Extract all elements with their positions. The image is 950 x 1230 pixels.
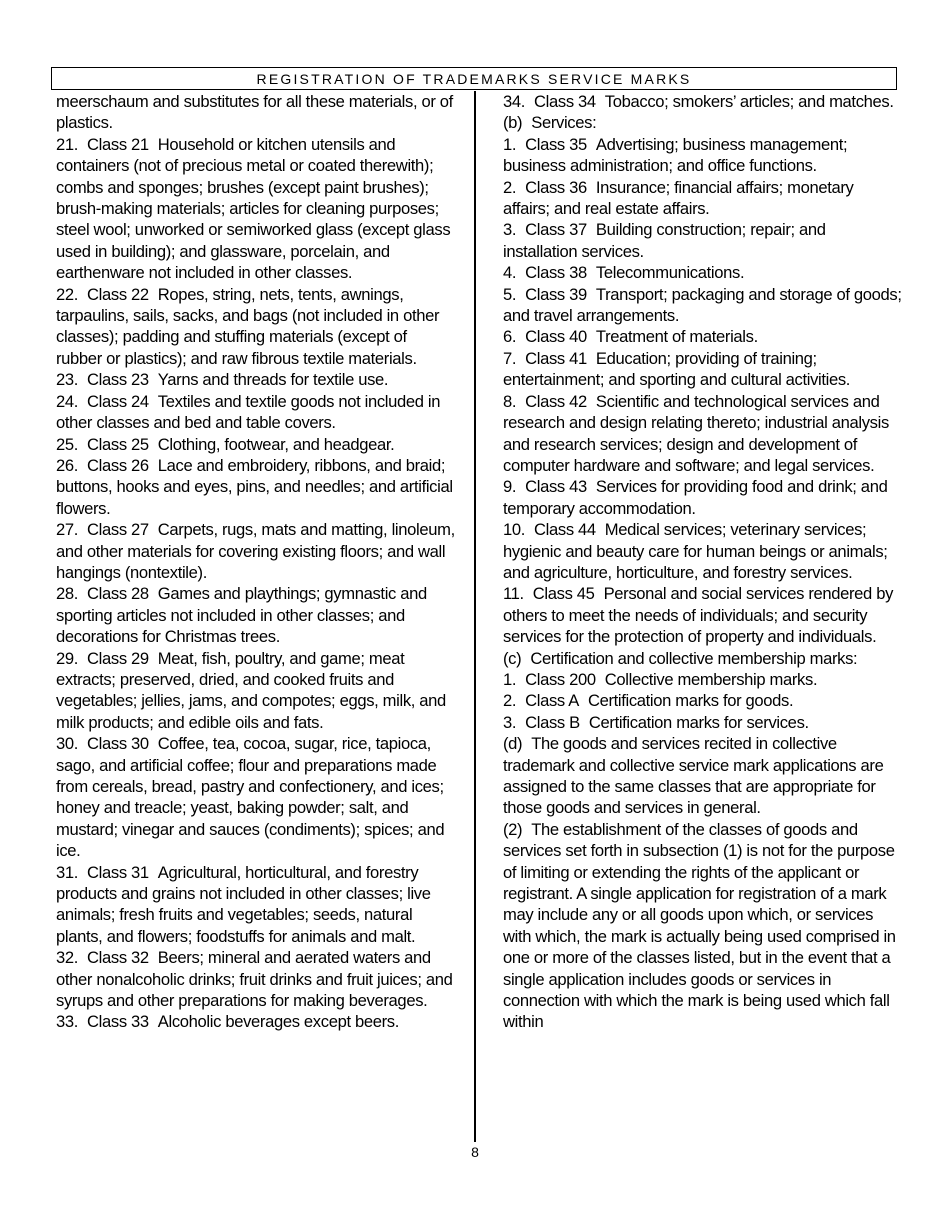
item-text: Textiles and textile goods not included in other classes and bed and table covers. [56,391,441,433]
class-label: Class 44 [534,520,596,540]
column-divider [474,91,476,1142]
item-number: (d) [503,734,523,754]
item-number: 34. [503,92,526,111]
item-text: Advertising; business management; business administration; and office functions. [503,134,848,176]
class-label: Class 33 [87,1012,149,1032]
list-item [503,712,903,733]
list-item [56,648,456,734]
item-number: 6. [503,327,517,347]
item-number: 7. [503,348,517,368]
list-item [56,733,456,861]
item-number: 25. [56,434,79,454]
class-label: Class 35 [525,134,587,154]
item-text: Insurance; financial affairs; monetary affairs; and real estate affairs. [503,177,854,219]
list-item [56,455,456,519]
item-number: (2) [503,819,523,839]
left-column [56,91,456,1033]
item-text: Games and playthings; gymnastic and sporting articles not included in other classes; and decorations for Christmas trees. [56,584,427,647]
item-number: 21. [56,134,79,154]
item-text: Clothing, footwear, and headgear. [157,434,395,454]
item-number: 1. [503,134,517,154]
list-item [56,583,456,647]
list-item [503,91,903,112]
item-text: Meat, fish, poultry, and game; meat extracts; preserved, dried, and cooked fruits and vegetables; jellies, jams, and compotes; eggs, milk, and milk products; and edible oils and fats. [56,648,446,732]
list-item [503,690,903,711]
item-text: Lace and embroidery, ribbons, and braid; buttons, hooks and eyes, pins, and needles; and artificial flowers. [56,455,453,518]
list-item [56,391,456,434]
class-label: Class 28 [87,584,149,604]
item-number: 23. [56,370,79,390]
item-text: Certification marks for goods. [587,691,794,711]
item-number: 26. [56,455,79,475]
list-item [56,369,456,390]
list-item [503,348,903,391]
item-text: Ropes, string, nets, tents, awnings, tarpaulins, sails, sacks, and bags (not included in other classes); padding and stuffing materials (except of rubber or plastics); and raw fibrous textile materials. [56,284,440,368]
item-number: 33. [56,1012,79,1032]
list-item [56,284,456,370]
class-label: Class 34 [534,92,596,111]
item-number: 22. [56,284,79,304]
list-item [56,134,456,284]
class-label: Class 45 [532,584,595,604]
list-item [503,648,903,669]
item-number: (c) [503,648,522,668]
item-text: Transport; packaging and storage of goods; and travel arrangements. [503,284,902,326]
item-text: Agricultural, horticultural, and forestry products and grains not included in other classes; live animals; fresh fruits and vegetables; seeds, natural plants, and flowers; foodstuffs for animals and malt. [56,862,431,946]
list-item [503,391,903,477]
list-item [503,177,903,220]
item-text: The establishment of the classes of goods and services set forth in subsection (1) is not for the purpose of limiting or extending the rights of the applicant or registrant. A single application for registration of a mark may include any or all goods upon which, or services with which, the mark is actually being used comprised in one or more of the classes listed, but in the event that a single application includes goods or services in connection with which the mark is being used which fall within [503,819,896,1032]
list-item [56,91,456,134]
list-item [503,583,903,647]
item-number: 32. [56,948,79,968]
list-item [503,262,903,283]
page-number: 8 [471,1144,479,1160]
right-column [503,91,903,1033]
list-item [56,519,456,583]
item-number: 8. [503,391,517,411]
item-number: 4. [503,263,517,283]
list-item [56,862,456,948]
item-text: Medical services; veterinary services; hygienic and beauty care for human beings or animals; and agriculture, horticulture, and forestry services. [503,520,888,582]
class-label: Class 39 [525,284,587,304]
class-label: Class 43 [525,477,587,497]
class-label: Class 25 [87,434,149,454]
list-item [56,434,456,455]
item-text: Collective membership marks. [604,669,818,689]
item-text: Services for providing food and drink; and temporary accommodation. [503,477,888,518]
item-number: 9. [503,477,517,497]
item-text: Telecommunications. [595,263,745,283]
class-label: Class 37 [525,220,587,240]
item-text: Certification marks for services. [588,712,809,732]
item-number: 28. [56,584,79,604]
item-number: 2. [503,691,517,711]
list-item [503,519,903,583]
item-text: Services: [531,113,597,133]
list-item [503,326,903,347]
running-header: REGISTRATION OF TRADEMARKS SERVICE MARKS [51,67,897,90]
class-label: Class 27 [87,520,149,540]
class-label: Class 26 [87,455,149,475]
class-label: Class 41 [525,348,587,368]
class-label: Class 200 [525,669,596,689]
item-text: Yarns and threads for textile use. [157,370,389,390]
list-item [503,819,903,1033]
item-text: Beers; mineral and aerated waters and other nonalcoholic drinks; fruit drinks and fruit juices; and syrups and other preparations for making beverages. [56,948,453,1011]
list-item [56,1011,456,1032]
class-label: Class A [525,691,579,711]
class-label: Class 40 [525,327,587,347]
list-item [503,134,903,177]
list-item [56,947,456,1011]
item-number: 30. [56,734,79,754]
item-text: Tobacco; smokers’ articles; and matches. [604,92,894,111]
item-text: Coffee, tea, cocoa, sugar, rice, tapioca, sago, and artificial coffee; flour and preparations made from cereals, bread, pastry and confectionery, and ices; honey and treacle; yeast, baking powder; salt, and mustard; vinegar and sauces (condiments); spices; and ice. [56,734,445,861]
item-text: Scientific and technological services and research and design relating thereto; industrial analysis and research services; design and development of computer hardware and software; and legal services. [503,391,889,475]
item-text: meerschaum and substitutes for all these materials, or of plastics. [56,92,453,133]
item-number: 3. [503,712,517,732]
class-label: Class 32 [87,948,149,968]
item-number: 31. [56,862,79,882]
class-label: Class 36 [525,177,587,197]
item-text: Treatment of materials. [595,327,758,347]
class-label: Class 22 [87,284,149,304]
item-number: 3. [503,220,517,240]
item-number: 1. [503,669,517,689]
class-label: Class B [525,712,580,732]
list-item [503,669,903,690]
item-text: Carpets, rugs, mats and matting, linoleum, and other materials for covering existing floors; and wall hangings (nontextile). [56,520,455,582]
list-item [503,476,903,519]
item-text: The goods and services recited in collective trademark and collective service mark applications are assigned to the same classes that are appropriate for those goods and services in general. [503,734,884,818]
list-item [503,284,903,327]
class-label: Class 30 [87,734,149,754]
class-label: Class 42 [525,391,587,411]
item-number: 11. [503,584,524,604]
item-text: Personal and social services rendered by others to meet the needs of individuals; and security services for the protection of property and individuals. [503,584,894,647]
class-label: Class 38 [525,263,587,283]
item-text: Building construction; repair; and installation services. [503,220,826,261]
class-label: Class 24 [87,391,149,411]
item-number: 24. [56,391,79,411]
item-number: 5. [503,284,517,304]
class-label: Class 23 [87,370,149,390]
item-text: Certification and collective membership marks: [530,648,858,668]
item-number: 10. [503,520,526,540]
list-item [503,112,903,133]
item-number: 27. [56,520,79,540]
item-text: Household or kitchen utensils and containers (not of precious metal or coated therewith); combs and sponges; brushes (except paint brushes); brush-making materials; articles for cleaning purposes; steel wool; unworked or semiworked glass (except glass used in building); and glassware, porcelain, and earthenware not included in other classes. [56,134,451,283]
item-text: Alcoholic beverages except beers. [157,1012,399,1032]
item-text: Education; providing of training; entertainment; and sporting and cultural activities. [503,348,851,390]
class-label: Class 21 [87,134,149,154]
item-number: (b) [503,113,523,133]
class-label: Class 29 [87,648,149,668]
list-item [503,733,903,819]
class-label: Class 31 [87,862,149,882]
item-number: 29. [56,648,79,668]
item-number: 2. [503,177,517,197]
list-item [503,219,903,262]
